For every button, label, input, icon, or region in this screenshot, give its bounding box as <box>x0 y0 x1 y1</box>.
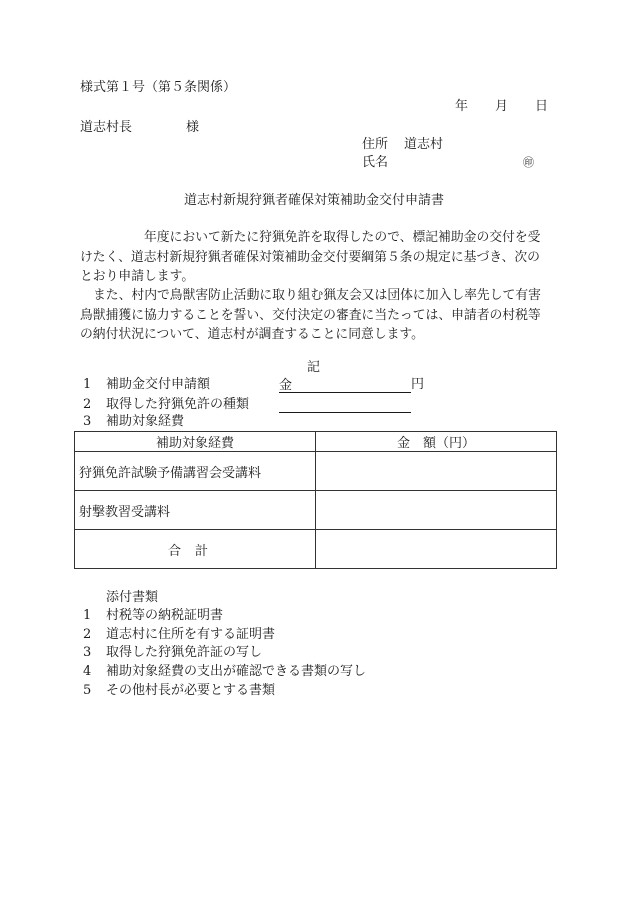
date-year-label: 年 <box>455 99 469 114</box>
amount-prefix: 金 <box>279 378 293 393</box>
attachment-item: 村税等の納税証明書 <box>106 608 224 623</box>
document-title: 道志村新規狩猟者確保対策補助金交付申請書 <box>184 193 445 208</box>
amount-field <box>279 377 424 393</box>
table-total-row <box>75 530 557 569</box>
attachment-number: 3 <box>83 645 92 660</box>
attachment-item: 補助対象経費の支出が確認できる書類の写し <box>106 664 367 679</box>
attachment-item: 取得した狩猟免許証の写し <box>106 645 263 660</box>
cost-table <box>74 431 557 569</box>
item-number: 1 <box>83 377 92 392</box>
table-header-row <box>75 432 557 452</box>
address-value: 道志村 <box>404 137 444 152</box>
item-number: 3 <box>83 414 92 429</box>
seal-mark: ㊞ <box>523 156 534 169</box>
amount-suffix: 円 <box>411 377 425 392</box>
address-label: 住所 <box>362 137 389 152</box>
addressee-honorific: 様 <box>186 120 200 135</box>
form-number: 様式第１号（第５条関係） <box>80 80 237 95</box>
attachment-number: 4 <box>83 664 92 679</box>
expense-amount-cell[interactable] <box>316 452 557 491</box>
total-amount-cell[interactable] <box>316 530 557 569</box>
license-type-field <box>279 397 411 413</box>
expense-amount-cell[interactable] <box>316 491 557 530</box>
attachment-number: 1 <box>83 608 92 623</box>
total-label: 合計 <box>75 530 316 569</box>
item-number: 2 <box>83 397 92 412</box>
item-label: 補助金交付申請額 <box>106 377 211 392</box>
attachments-heading: 添付書類 <box>106 590 159 605</box>
body-paragraph-2: また、村内で鳥獣害防止活動に取り組む猟友会又は団体に加入し率先して有害鳥獣捕獲に協力することを誓い、交付決定の審査に当たっては、申請者の村税等の納付状況について、道志村が調査することに同意します。 <box>80 288 541 342</box>
date-month-label: 月 <box>495 99 509 114</box>
attachment-item: 道志村に住所を有する証明書 <box>106 627 276 642</box>
attachment-number: 5 <box>83 683 92 698</box>
ki-marker: 記 <box>307 360 321 375</box>
item-label: 取得した狩猟免許の種類 <box>106 397 250 412</box>
addressee: 道志村長 <box>80 120 133 135</box>
expense-label: 射撃教習受講料 <box>75 491 316 530</box>
expense-label: 狩猟免許試験予備講習会受講料 <box>75 452 316 491</box>
date-day-label: 日 <box>535 99 549 114</box>
table-row <box>75 491 557 530</box>
body-paragraph-1: 年度において新たに狩猟免許を取得したので、標記補助金の交付を受けたく、道志村新規狩猟者確保対策補助金交付要綱第５条の規定に基づき、次のとおり申請します。 <box>80 230 541 284</box>
table-row <box>75 452 557 491</box>
item-label: 補助対象経費 <box>106 414 185 429</box>
table-header-cell: 金 額（円） <box>316 432 557 452</box>
attachment-number: 2 <box>83 627 92 642</box>
table-header-cell: 補助対象経費 <box>75 432 316 452</box>
attachment-item: その他村長が必要とする書類 <box>106 683 276 698</box>
name-label: 氏名 <box>362 155 389 170</box>
